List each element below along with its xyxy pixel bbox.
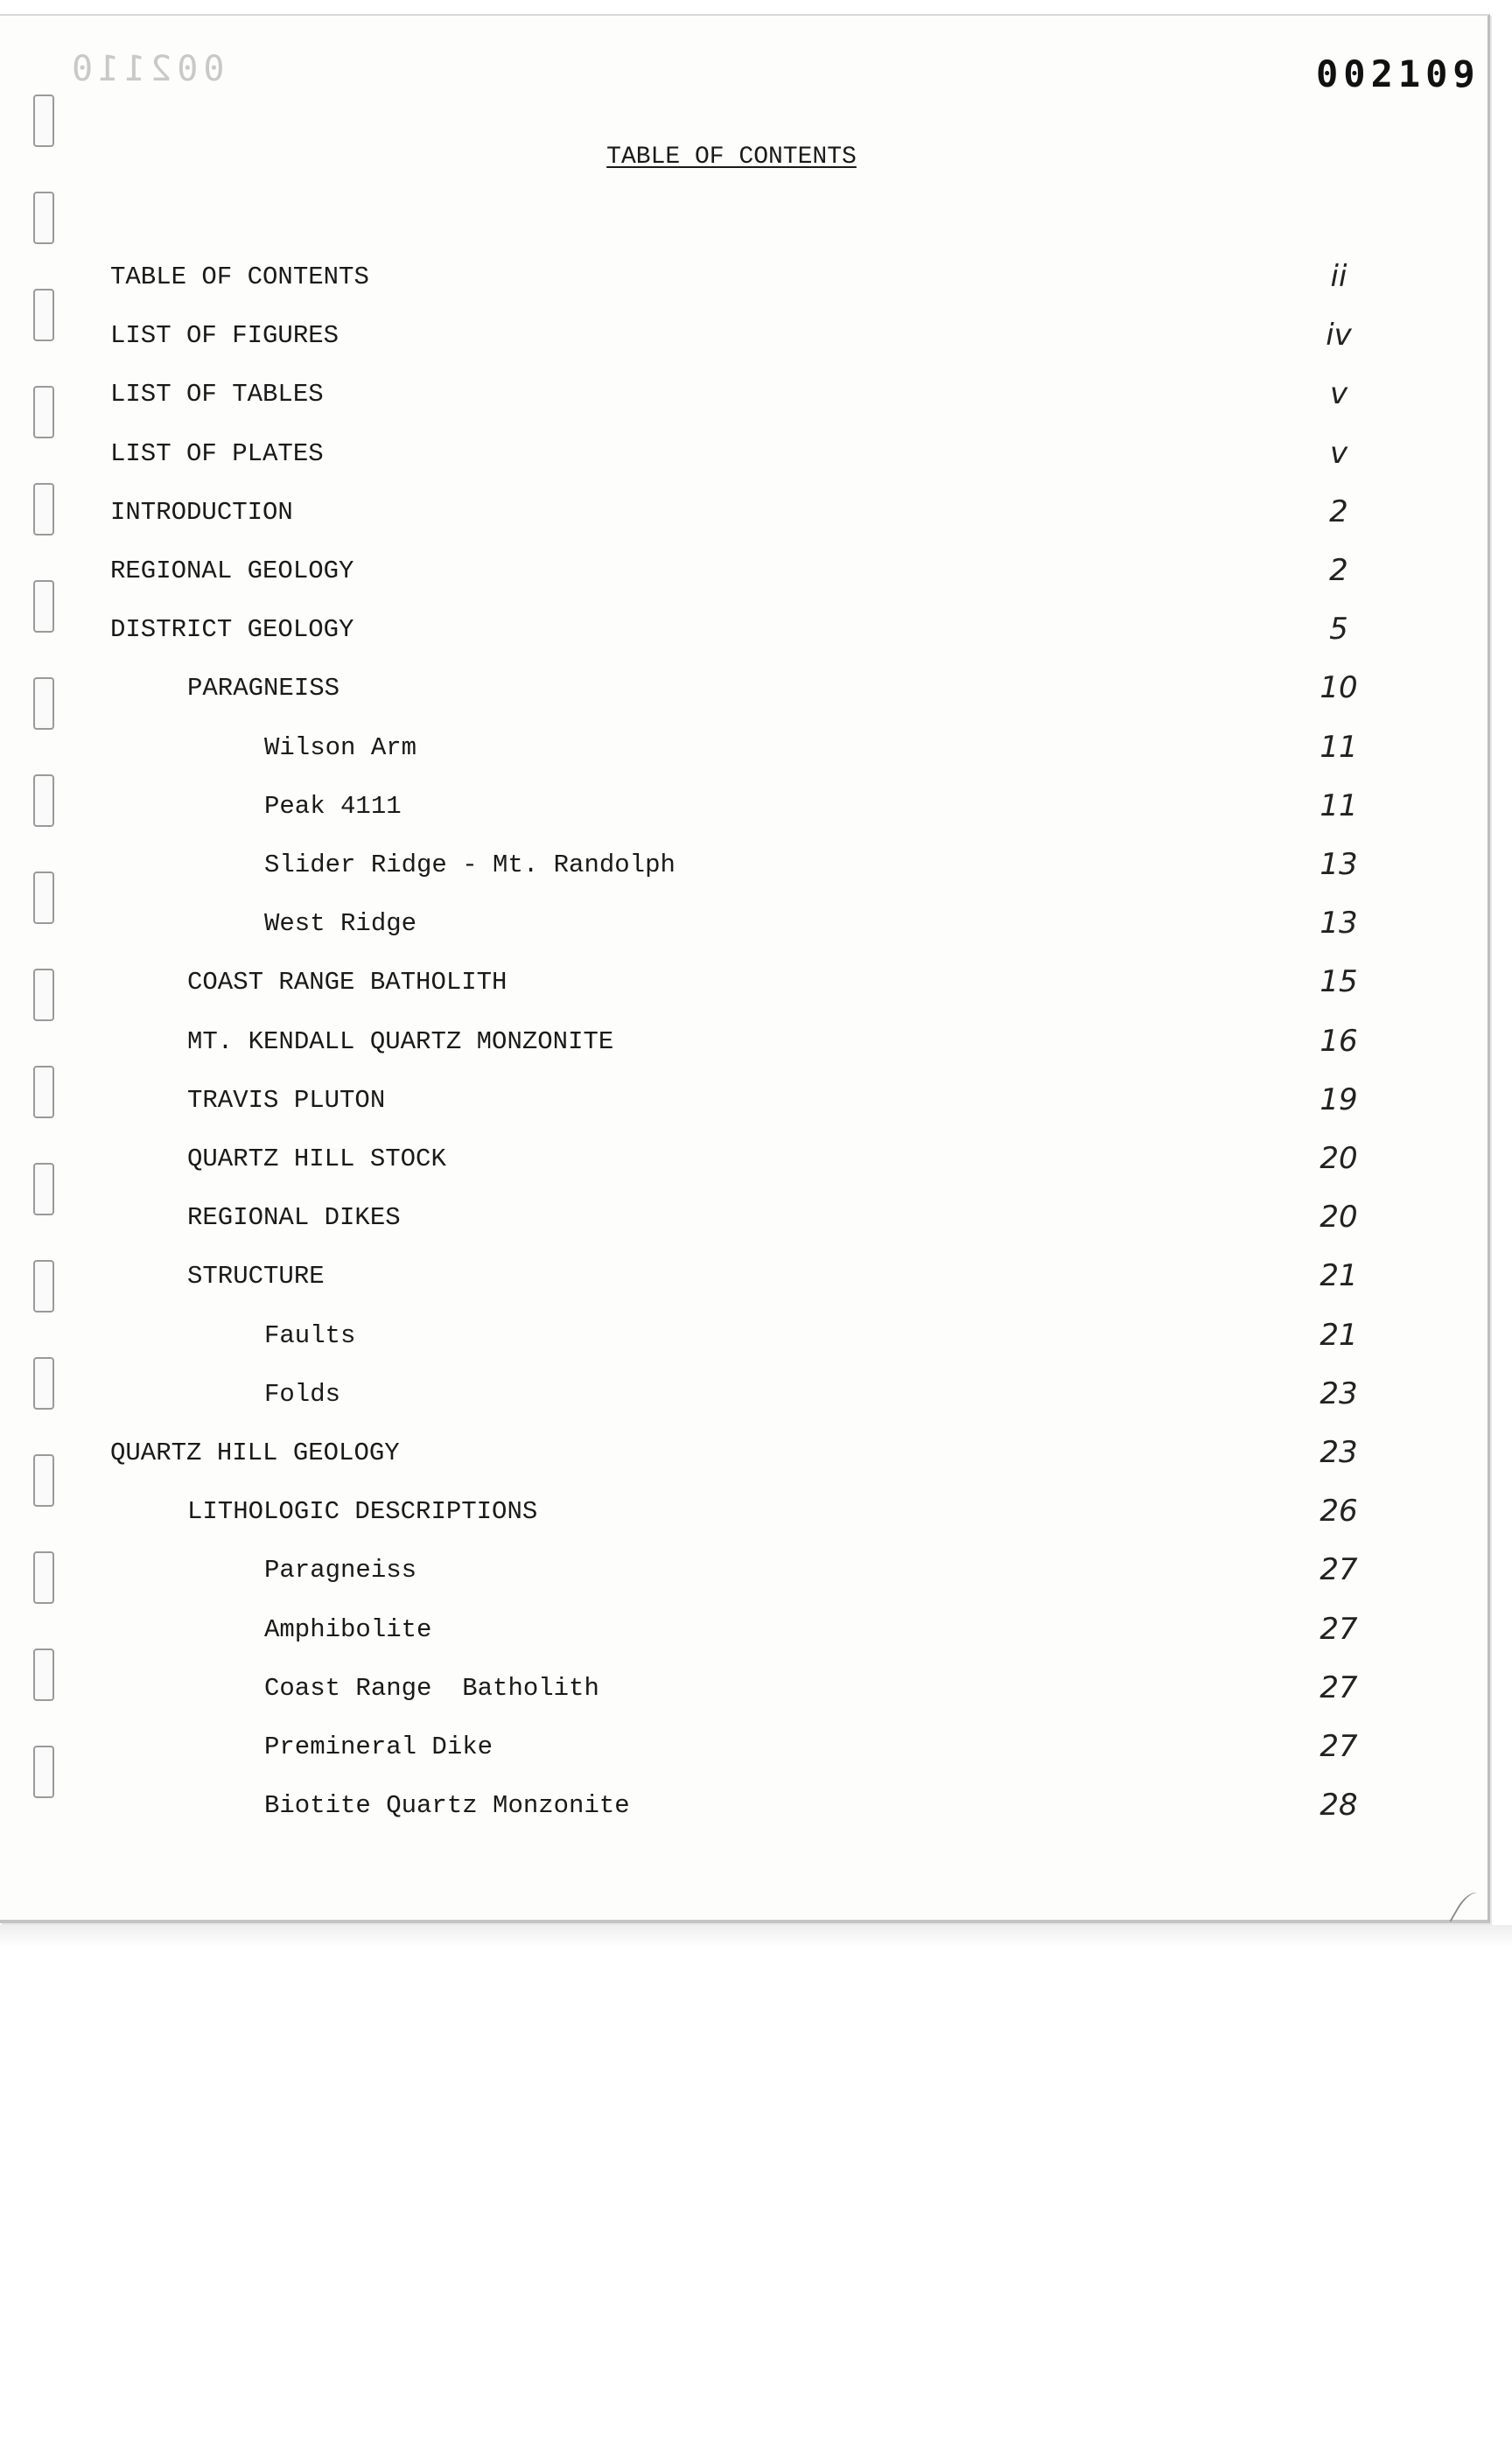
toc-entry-label: Slider Ridge - Mt. Randolph xyxy=(264,850,676,879)
toc-entry-label: TABLE OF CONTENTS xyxy=(110,262,369,291)
toc-entry-label: LITHOLOGIC DESCRIPTIONS xyxy=(187,1497,538,1527)
toc-entry-page: 27 xyxy=(1320,1611,1358,1647)
toc-entry-page: 16 xyxy=(1320,1023,1358,1059)
binder-hole xyxy=(33,1163,54,1215)
toc-entry-page: 26 xyxy=(1320,1494,1358,1530)
page-title: TABLE OF CONTENTS xyxy=(606,144,857,171)
binder-hole xyxy=(33,289,54,341)
toc-entry-label: COAST RANGE BATHOLITH xyxy=(187,968,508,998)
toc-entry-page: 27 xyxy=(1320,1729,1358,1764)
toc-entry-page: 10 xyxy=(1320,670,1358,706)
toc-entry-label: LIST OF FIGURES xyxy=(110,321,340,351)
toc-entry-label: STRUCTURE xyxy=(187,1262,325,1292)
bleed-through-number: 002110 xyxy=(66,49,225,89)
binder-hole xyxy=(33,1357,54,1410)
binder-hole xyxy=(33,774,54,827)
toc-entry-page: 27 xyxy=(1320,1552,1358,1588)
binder-hole xyxy=(33,677,54,730)
toc-entry-label: DISTRICT GEOLOGY xyxy=(110,615,354,645)
toc-entry-page: 27 xyxy=(1320,1670,1358,1705)
toc-entry-label: QUARTZ HILL GEOLOGY xyxy=(110,1438,400,1467)
binder-hole xyxy=(33,1454,54,1507)
binder-hole xyxy=(33,386,54,438)
toc-entry-page: 23 xyxy=(1320,1435,1358,1470)
toc-entry-page: 13 xyxy=(1320,847,1358,882)
binder-hole xyxy=(33,580,54,633)
toc-entry-label: Faults xyxy=(264,1320,356,1350)
toc-entry-label: QUARTZ HILL STOCK xyxy=(187,1144,446,1173)
document-page xyxy=(0,14,1490,1923)
binder-holes xyxy=(33,94,54,1914)
toc-entry-label: REGIONAL DIKES xyxy=(187,1203,401,1233)
toc-entry-page: 11 xyxy=(1320,729,1358,765)
binder-hole xyxy=(33,872,54,924)
toc-entry-label: West Ridge xyxy=(264,909,417,939)
toc-entry-page: 19 xyxy=(1320,1082,1358,1117)
toc-entry-label: Peak 4111 xyxy=(264,791,402,821)
toc-entry-page: 21 xyxy=(1320,1258,1358,1294)
toc-entry-label: LIST OF TABLES xyxy=(110,380,324,410)
toc-entry-page: 11 xyxy=(1320,788,1358,823)
toc-entry-page: v xyxy=(1329,435,1348,471)
toc-entry-label: LIST OF PLATES xyxy=(110,438,324,468)
toc-entry-page: 28 xyxy=(1320,1788,1358,1824)
binder-hole xyxy=(33,1746,54,1798)
toc-entry-label: Premineral Dike xyxy=(264,1732,494,1761)
toc-entry-page: 2 xyxy=(1329,494,1348,529)
toc-entry-label: TRAVIS PLUTON xyxy=(187,1085,386,1115)
binder-hole xyxy=(33,1551,54,1604)
toc-entry-label: Amphibolite xyxy=(264,1614,432,1644)
toc-entry-page: 15 xyxy=(1320,964,1358,1000)
toc-entry-page: 20 xyxy=(1320,1141,1358,1176)
binder-hole xyxy=(33,1066,54,1118)
toc-entry-page: 13 xyxy=(1320,906,1358,942)
toc-entry-label: INTRODUCTION xyxy=(110,497,293,527)
toc-entry-page: v xyxy=(1329,376,1348,412)
toc-entry-label: Coast Range Batholith xyxy=(264,1673,599,1703)
toc-entry-label: MT. KENDALL QUARTZ MONZONITE xyxy=(187,1026,614,1056)
document-number: 002109 xyxy=(1316,52,1480,95)
toc-entry-label: Biotite Quartz Monzonite xyxy=(264,1791,630,1821)
toc-entry-page: ii xyxy=(1330,259,1348,294)
toc-entry-page: iv xyxy=(1326,318,1352,354)
toc-entry-page: 2 xyxy=(1329,553,1348,588)
toc-entry-page: 21 xyxy=(1320,1317,1358,1353)
toc-entry-label: PARAGNEISS xyxy=(187,674,340,704)
toc-entry-page: 20 xyxy=(1320,1200,1358,1236)
binder-hole xyxy=(33,483,54,536)
scan-edge-shadow xyxy=(0,1925,1512,1948)
binder-hole xyxy=(33,192,54,244)
binder-hole xyxy=(33,1648,54,1701)
toc-entry-label: Paragneiss xyxy=(264,1556,417,1586)
toc-entry-page: 23 xyxy=(1320,1376,1358,1411)
binder-hole xyxy=(33,1260,54,1312)
binder-hole xyxy=(33,94,54,147)
toc-entry-label: Wilson Arm xyxy=(264,732,417,762)
toc-entry-label: Folds xyxy=(264,1379,341,1409)
binder-hole xyxy=(33,969,54,1021)
toc-entry-page: 5 xyxy=(1329,612,1348,648)
toc-entry-label: REGIONAL GEOLOGY xyxy=(110,556,354,585)
